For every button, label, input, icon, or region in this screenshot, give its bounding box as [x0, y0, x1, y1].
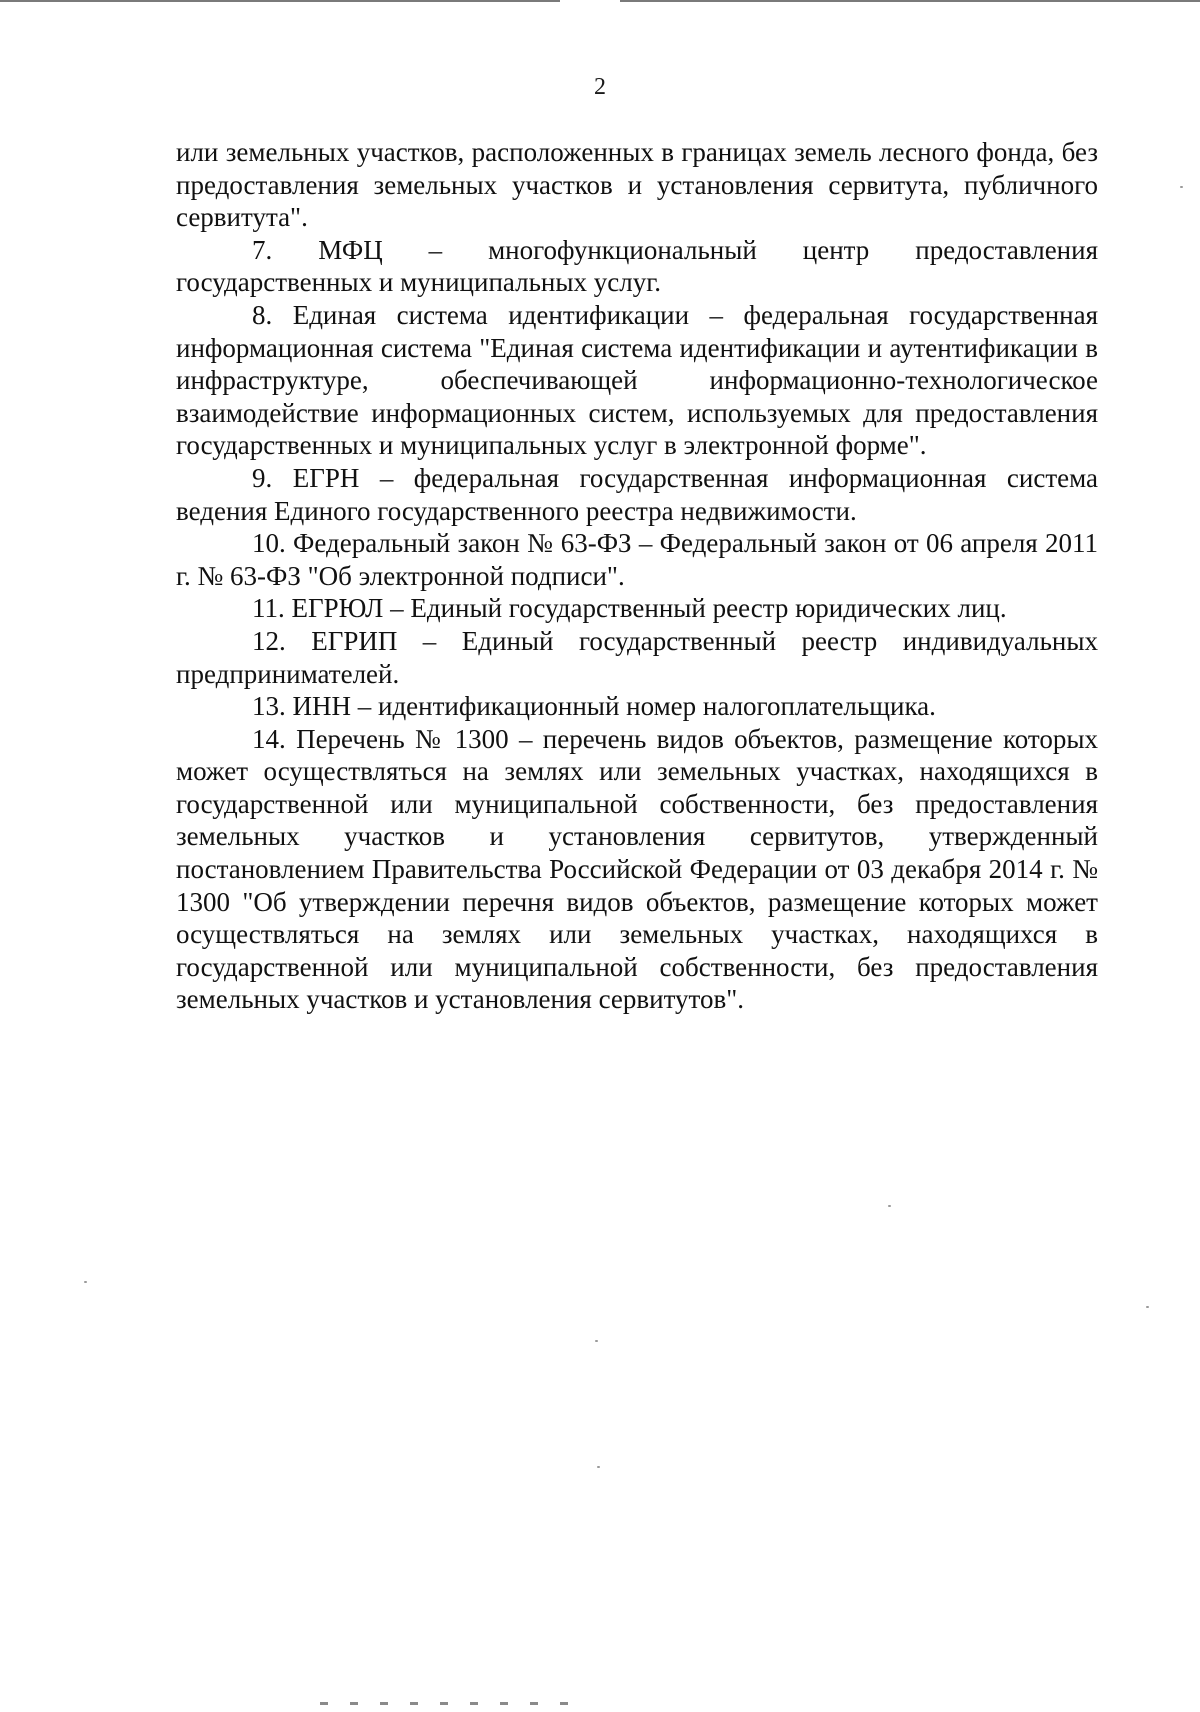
- paragraph-item-7: 7. МФЦ – многофункциональный центр предоставления государственных и муниципальных услуг.: [176, 234, 1098, 298]
- scan-top-edge-left: [0, 0, 560, 2]
- scan-speck: [1180, 186, 1183, 188]
- scan-top-edge-right: [620, 0, 1200, 2]
- paragraph-item-12: 12. ЕГРИП – Единый государственный реестр индивидуальных предпринимателей.: [176, 625, 1098, 689]
- paragraph-item-9: 9. ЕГРН – федеральная государственная информационная система ведения Единого государственного реестра недвижимости.: [176, 462, 1098, 526]
- paragraph-item-14: 14. Перечень № 1300 – перечень видов объектов, размещение которых может осуществляться на землях или земельных участках, находящихся в государственной или муниципальной собственности, без предоставления земельных участков и установления сервитутов, утвержденный постановлением Правительства Российской Федерации от 03 декабря 2014 г. № 1300 "Об утверждении перечня видов объектов, размещение которых может осуществляться на землях или земельных участках, находящихся в государственной или муниципальной собственности, без предоставления земельных участков и установления сервитутов".: [176, 723, 1098, 1015]
- paragraph-item-8: 8. Единая система идентификации – федеральная государственная информационная система "Единая система идентификации и аутентификации в инфраструктуре, обеспечивающей информационно-технологическое взаимодействие информационных систем, используемых для предоставления государственных и муниципальных услуг в электронной форме".: [176, 299, 1098, 461]
- scan-bottom-marks: [320, 1702, 580, 1705]
- page-number: 2: [594, 74, 606, 100]
- scan-speck: [888, 1205, 891, 1207]
- paragraph-item-11: 11. ЕГРЮЛ – Единый государственный реестр юридических лиц.: [252, 593, 1007, 624]
- paragraph-item-13: 13. ИНН – идентификационный номер налогоплательщика.: [252, 691, 936, 722]
- document-body: [176, 136, 1098, 1016]
- scan-speck: [595, 1340, 598, 1342]
- scan-speck: [84, 1281, 87, 1283]
- scan-speck: [1146, 1306, 1149, 1308]
- scan-speck: [597, 1466, 600, 1468]
- paragraph-item-10: 10. Федеральный закон № 63-ФЗ – Федеральный закон от 06 апреля 2011 г. № 63-ФЗ "Об электронной подписи".: [176, 528, 1098, 591]
- paragraph-continuation: или земельных участков, расположенных в границах земель лесного фонда, без предоставления земельных участков и установления сервитута, публичного сервитута".: [176, 137, 1098, 233]
